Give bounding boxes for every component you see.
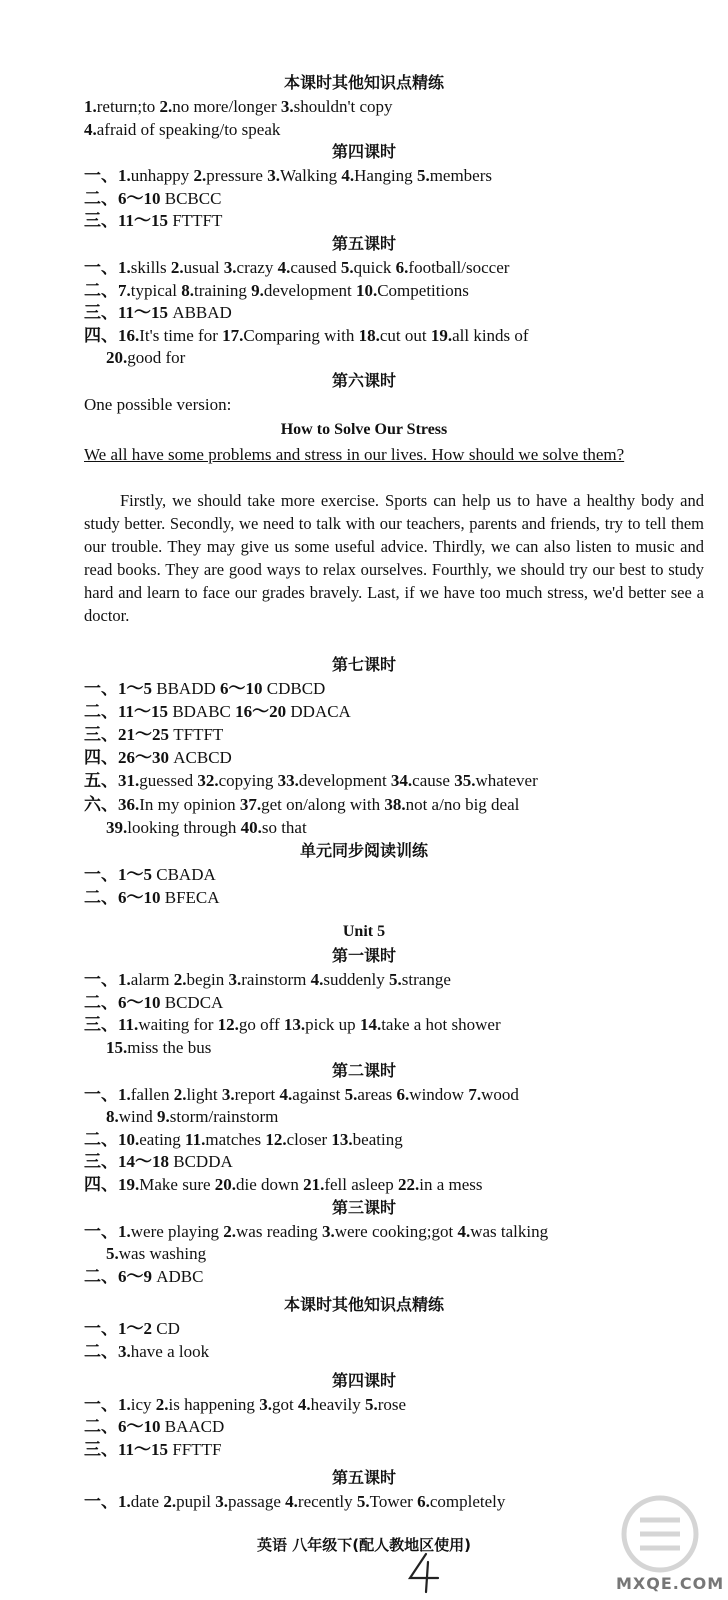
item-number: 二、3. bbox=[84, 1342, 131, 1361]
answer-text: Hanging bbox=[354, 166, 417, 186]
item-number: 二、6～10 bbox=[84, 1417, 165, 1437]
answer-text: ACBCD bbox=[173, 748, 232, 768]
section-heading: 第五课时 bbox=[331, 1468, 396, 1488]
answer-text: crazy bbox=[236, 258, 278, 277]
section-heading: 本课时其他知识点精练 bbox=[283, 1295, 444, 1315]
answer-line bbox=[84, 302, 710, 324]
answer-text: BBADD bbox=[156, 678, 221, 698]
answer-text: TFTFT bbox=[173, 725, 224, 744]
watermark-text: MXQE.COM bbox=[616, 1574, 725, 1593]
item-number: 11. bbox=[185, 1129, 206, 1149]
section-heading: 单元同步阅读训练 bbox=[299, 841, 428, 860]
item-number: 6. bbox=[395, 258, 409, 277]
item-number: 6. bbox=[417, 1492, 430, 1512]
answer-text: usual bbox=[183, 258, 224, 277]
item-number: 2. bbox=[223, 1221, 237, 1241]
answer-line bbox=[84, 678, 710, 700]
item-number: 4. bbox=[279, 1084, 293, 1104]
answer-text: so that bbox=[261, 817, 307, 837]
item-number: 2. bbox=[173, 1084, 187, 1104]
answer-line bbox=[84, 1416, 710, 1438]
answer-text: Tower bbox=[369, 1492, 418, 1512]
item-number: 一、1. bbox=[84, 166, 131, 186]
item-number: 8. bbox=[106, 1107, 119, 1127]
item-number: 4. bbox=[285, 1492, 298, 1512]
answer-text: guessed bbox=[139, 771, 198, 791]
item-number: 21. bbox=[303, 1175, 325, 1194]
answer-text: Comparing with bbox=[243, 325, 359, 345]
answer-text: typical bbox=[130, 280, 182, 300]
item-number: 3. bbox=[259, 1394, 272, 1414]
answer-text: cut out bbox=[379, 325, 431, 345]
item-number: 二、6～10 bbox=[84, 887, 165, 907]
section-heading: 第四课时 bbox=[331, 142, 396, 162]
answer-line bbox=[84, 210, 710, 232]
answer-line bbox=[84, 747, 710, 769]
answer-line bbox=[84, 1084, 710, 1106]
answer-text: unhappy bbox=[130, 166, 194, 186]
answer-text: waiting for bbox=[138, 1015, 218, 1035]
answer-text: BCBCC bbox=[164, 188, 222, 208]
item-number: 5. bbox=[344, 1084, 358, 1104]
answer-line bbox=[84, 1318, 710, 1340]
answer-text: whatever bbox=[475, 771, 538, 791]
answer-text: in a mess bbox=[419, 1175, 483, 1194]
answer-text: against bbox=[292, 1084, 345, 1104]
answer-text: BCDCA bbox=[164, 992, 224, 1012]
answer-text: football/soccer bbox=[408, 258, 510, 277]
answer-line bbox=[84, 770, 710, 792]
answer-line bbox=[84, 257, 710, 279]
item-number: 34. bbox=[390, 771, 413, 791]
section-heading: 第五课时 bbox=[331, 234, 396, 253]
item-number: 5. bbox=[106, 1244, 119, 1264]
answer-text: looking through bbox=[127, 817, 241, 837]
answer-text: pick up bbox=[305, 1015, 360, 1035]
item-number: 2. bbox=[173, 970, 187, 990]
item-number: 12. bbox=[217, 1015, 239, 1035]
intro-line: One possible version: bbox=[84, 395, 232, 414]
item-number: 3. bbox=[321, 1221, 335, 1241]
answer-text: was reading bbox=[236, 1221, 322, 1241]
answer-text: recently bbox=[297, 1492, 357, 1512]
answer-text: FFTTF bbox=[172, 1439, 222, 1459]
item-number: 一、1. bbox=[84, 970, 131, 990]
answer-text: Make sure bbox=[139, 1175, 215, 1194]
answer-text: shouldn't copy bbox=[293, 97, 393, 116]
answer-text: alarm bbox=[130, 970, 174, 990]
answer-line bbox=[84, 119, 710, 141]
item-number: 3. bbox=[215, 1492, 229, 1512]
answer-text: fallen bbox=[130, 1084, 174, 1104]
answer-text: FTTFT bbox=[172, 211, 223, 231]
item-number: 9. bbox=[251, 280, 264, 300]
answer-text: In my opinion bbox=[139, 794, 240, 814]
section-heading: 第四课时 bbox=[331, 1370, 396, 1390]
answer-text: CBADA bbox=[156, 865, 216, 884]
item-number: 三、21～25 bbox=[84, 725, 174, 744]
item-number: 三、11～15 bbox=[84, 1439, 173, 1459]
answer-line bbox=[84, 280, 710, 302]
answer-text: miss the bus bbox=[127, 1038, 212, 1057]
answer-text: BDABC bbox=[172, 701, 236, 721]
item-number: 4. bbox=[84, 119, 97, 139]
item-number: 一、1～2 bbox=[84, 1319, 157, 1339]
answer-text: caused bbox=[290, 258, 341, 277]
item-number: 三、11. bbox=[84, 1015, 139, 1035]
item-number: 二、10. bbox=[84, 1129, 140, 1149]
item-number: 5. bbox=[340, 258, 354, 277]
answer-line bbox=[84, 325, 710, 347]
answer-text: fell asleep bbox=[324, 1175, 398, 1194]
answer-text: skills bbox=[130, 258, 171, 277]
item-number: 2. bbox=[163, 1492, 177, 1512]
section-heading: 第二课时 bbox=[331, 1060, 396, 1080]
answer-line bbox=[84, 1014, 710, 1036]
answer-text: eating bbox=[139, 1129, 186, 1149]
page-footer: 英语 八年级下(配人教地区使用) bbox=[257, 1536, 471, 1554]
item-number: 17. bbox=[222, 325, 244, 345]
answer-text: quick bbox=[353, 258, 396, 277]
item-number: 2. bbox=[170, 258, 184, 277]
answer-text: members bbox=[429, 166, 493, 186]
item-number: 5. bbox=[389, 970, 402, 990]
answer-text: BCDDA bbox=[173, 1152, 233, 1172]
item-number: 四、26～30 bbox=[84, 748, 174, 768]
answer-line bbox=[84, 96, 710, 118]
item-number: 9. bbox=[157, 1107, 170, 1127]
item-number: 三、11～15 bbox=[84, 211, 173, 231]
answer-text: Walking bbox=[279, 166, 342, 186]
answer-text: copying bbox=[218, 771, 278, 791]
item-number: 37. bbox=[239, 794, 262, 814]
item-number: 38. bbox=[384, 794, 406, 814]
answer-text: window bbox=[409, 1084, 469, 1104]
answer-text: CD bbox=[156, 1319, 180, 1339]
answer-text: good for bbox=[127, 348, 186, 368]
answer-text: areas bbox=[357, 1084, 397, 1104]
answer-text: storm/rainstorm bbox=[169, 1107, 279, 1127]
item-number: 39. bbox=[106, 817, 128, 837]
answer-text: rainstorm bbox=[241, 970, 311, 990]
answer-line bbox=[84, 1129, 710, 1151]
item-number: 二、6～10 bbox=[84, 188, 165, 208]
item-number: 六、36. bbox=[84, 794, 140, 814]
item-number: 13. bbox=[283, 1015, 306, 1035]
item-number: 32. bbox=[197, 771, 219, 791]
answer-line bbox=[84, 188, 710, 210]
answer-line bbox=[106, 347, 710, 369]
answer-line bbox=[84, 969, 710, 991]
section-heading: 第一课时 bbox=[331, 946, 396, 966]
answer-line bbox=[106, 1037, 710, 1059]
answer-text: beating bbox=[352, 1129, 403, 1149]
item-number: 3. bbox=[280, 97, 294, 116]
item-number: 二、7. bbox=[84, 280, 131, 300]
answer-text: is happening bbox=[168, 1394, 260, 1414]
item-number: 五、31. bbox=[84, 771, 140, 791]
item-number: 6. bbox=[396, 1084, 410, 1104]
item-number: 一、1. bbox=[84, 1221, 131, 1241]
answer-text: go off bbox=[238, 1015, 284, 1035]
item-number: 2. bbox=[193, 166, 207, 186]
section-heading: 第六课时 bbox=[331, 371, 396, 390]
answer-text: afraid of speaking/to speak bbox=[96, 119, 281, 139]
answer-text: ADBC bbox=[156, 1266, 204, 1286]
item-number: 一、1. bbox=[84, 1492, 131, 1512]
essay-title: How to Solve Our Stress bbox=[280, 420, 448, 438]
handwritten-page-number bbox=[404, 1550, 444, 1594]
answer-text: pressure bbox=[206, 166, 268, 186]
item-number: 15. bbox=[106, 1038, 128, 1057]
answer-text: have a look bbox=[130, 1342, 210, 1361]
answer-line bbox=[84, 887, 710, 909]
item-number: 12. bbox=[265, 1129, 287, 1149]
answer-text: were cooking;got bbox=[334, 1221, 458, 1241]
item-number: 二、11～15 bbox=[84, 701, 173, 721]
item-number: 3. bbox=[228, 970, 242, 990]
item-number: 一、1～5 bbox=[84, 678, 157, 698]
item-number: 一、1. bbox=[84, 258, 131, 277]
item-number: 二、6～9 bbox=[84, 1266, 157, 1286]
item-number: 7. bbox=[468, 1084, 482, 1104]
answer-text: It's time for bbox=[139, 325, 223, 345]
item-number: 6～10 bbox=[220, 678, 267, 698]
answer-line bbox=[84, 165, 710, 187]
item-number: 5. bbox=[364, 1394, 378, 1414]
item-number: 13. bbox=[331, 1129, 353, 1149]
item-number: 40. bbox=[240, 817, 262, 837]
answer-text: development bbox=[263, 280, 356, 300]
answer-line bbox=[84, 1439, 710, 1461]
item-number: 三、11～15 bbox=[84, 303, 173, 323]
answer-text: passage bbox=[228, 1492, 286, 1512]
answer-text: rose bbox=[377, 1394, 407, 1414]
item-number: 22. bbox=[397, 1175, 420, 1194]
item-number: 4. bbox=[297, 1394, 311, 1414]
section-heading: 第七课时 bbox=[331, 654, 396, 674]
item-number: 19. bbox=[430, 325, 453, 345]
answer-text: return;to bbox=[96, 97, 160, 116]
answer-line bbox=[84, 701, 710, 723]
item-number: 16～20 bbox=[235, 701, 291, 721]
item-number: 18. bbox=[358, 325, 380, 345]
item-number: 4. bbox=[277, 258, 291, 277]
answer-line bbox=[84, 1221, 710, 1243]
answer-line bbox=[84, 1341, 710, 1363]
item-number: 1. bbox=[84, 97, 97, 116]
answer-text: strange bbox=[401, 970, 451, 990]
item-number: 35. bbox=[454, 771, 476, 791]
answer-text: closer bbox=[286, 1129, 332, 1149]
item-number: 4. bbox=[341, 166, 355, 186]
section-heading: 本课时其他知识点精练 bbox=[283, 73, 444, 92]
answer-text: heavily bbox=[310, 1394, 365, 1414]
item-number: 20. bbox=[106, 348, 128, 368]
item-number: 3. bbox=[267, 166, 280, 186]
answer-text: ABBAD bbox=[172, 303, 232, 323]
answer-line bbox=[84, 1174, 710, 1196]
answer-text: wind bbox=[118, 1107, 157, 1127]
answer-text: get on/along with bbox=[261, 794, 385, 814]
answer-text: all kinds of bbox=[452, 325, 529, 345]
item-number: 33. bbox=[277, 771, 299, 791]
answer-text: completely bbox=[429, 1492, 506, 1512]
answer-line bbox=[84, 992, 710, 1014]
answer-text: not a/no big deal bbox=[405, 794, 520, 814]
item-number: 20. bbox=[214, 1175, 237, 1194]
answer-text: Competitions bbox=[377, 280, 469, 300]
essay-body: Firstly, we should take more exercise. Sports can help us to have a healthy body and study better. Secondly, we need to talk with our teachers, parents and friends, try to tell them our trouble. They may give us some useful advice. Thirdly, we can also listen to music and read books. They are good ways to relax ourselves. Fourthly, we should try our best to study hard and learn to face our grades bravely. Last, if we have too much stress, we'd better see a doctor. bbox=[84, 490, 704, 625]
answer-text: matches bbox=[205, 1129, 266, 1149]
answer-text: date bbox=[130, 1492, 164, 1512]
answer-text: was talking bbox=[470, 1221, 549, 1241]
answer-text: begin bbox=[186, 970, 229, 990]
answer-text: die down bbox=[236, 1175, 304, 1194]
item-number: 4. bbox=[310, 970, 324, 990]
answer-text: suddenly bbox=[323, 970, 390, 990]
answer-text: development bbox=[298, 771, 391, 791]
item-number: 8. bbox=[181, 280, 195, 300]
item-number: 二、6～10 bbox=[84, 992, 165, 1012]
answer-text: BAACD bbox=[164, 1417, 225, 1437]
answer-text: take a hot shower bbox=[381, 1015, 501, 1035]
answer-line bbox=[106, 1106, 710, 1128]
item-number: 四、16. bbox=[84, 325, 140, 345]
answer-line bbox=[84, 1151, 710, 1173]
item-number: 三、14～18 bbox=[84, 1152, 174, 1172]
answer-text: training bbox=[194, 280, 252, 300]
item-number: 一、1. bbox=[84, 1394, 131, 1414]
answer-line bbox=[84, 1266, 710, 1288]
item-number: 一、1～5 bbox=[84, 865, 157, 884]
item-number: 5. bbox=[356, 1492, 370, 1512]
essay-opening: We all have some problems and stress in our lives. How should we solve them? bbox=[84, 444, 625, 464]
item-number: 2. bbox=[159, 97, 173, 116]
answer-text: icy bbox=[130, 1394, 156, 1414]
answer-text: light bbox=[186, 1084, 222, 1104]
answer-text: no more/longer bbox=[172, 97, 281, 116]
answer-text: DDACA bbox=[290, 701, 351, 721]
answer-text: was washing bbox=[118, 1244, 207, 1264]
item-number: 3. bbox=[223, 258, 237, 277]
answer-text: were playing bbox=[130, 1221, 224, 1241]
item-number: 14. bbox=[359, 1015, 382, 1035]
answer-text: cause bbox=[412, 771, 455, 791]
answer-text: got bbox=[271, 1394, 298, 1414]
answer-line bbox=[106, 1243, 710, 1265]
answer-text: CDBCD bbox=[266, 678, 326, 698]
answer-line bbox=[106, 817, 710, 839]
answer-line bbox=[84, 724, 710, 746]
answer-line bbox=[84, 794, 710, 816]
item-number: 四、19. bbox=[84, 1175, 140, 1194]
item-number: 3. bbox=[221, 1084, 235, 1104]
item-number: 5. bbox=[416, 166, 430, 186]
section-heading: 第三课时 bbox=[331, 1197, 396, 1217]
item-number: 一、1. bbox=[84, 1084, 131, 1104]
answer-text: BFECA bbox=[164, 887, 220, 907]
item-number: 2. bbox=[155, 1394, 169, 1414]
answer-text: wood bbox=[481, 1084, 519, 1104]
item-number: 4. bbox=[457, 1221, 471, 1241]
unit-title: Unit 5 bbox=[342, 923, 386, 941]
item-number: 10. bbox=[355, 280, 378, 300]
answer-line bbox=[84, 864, 710, 886]
answer-line bbox=[84, 1394, 710, 1416]
answer-text: report bbox=[234, 1084, 280, 1104]
answer-text: pupil bbox=[176, 1492, 216, 1512]
